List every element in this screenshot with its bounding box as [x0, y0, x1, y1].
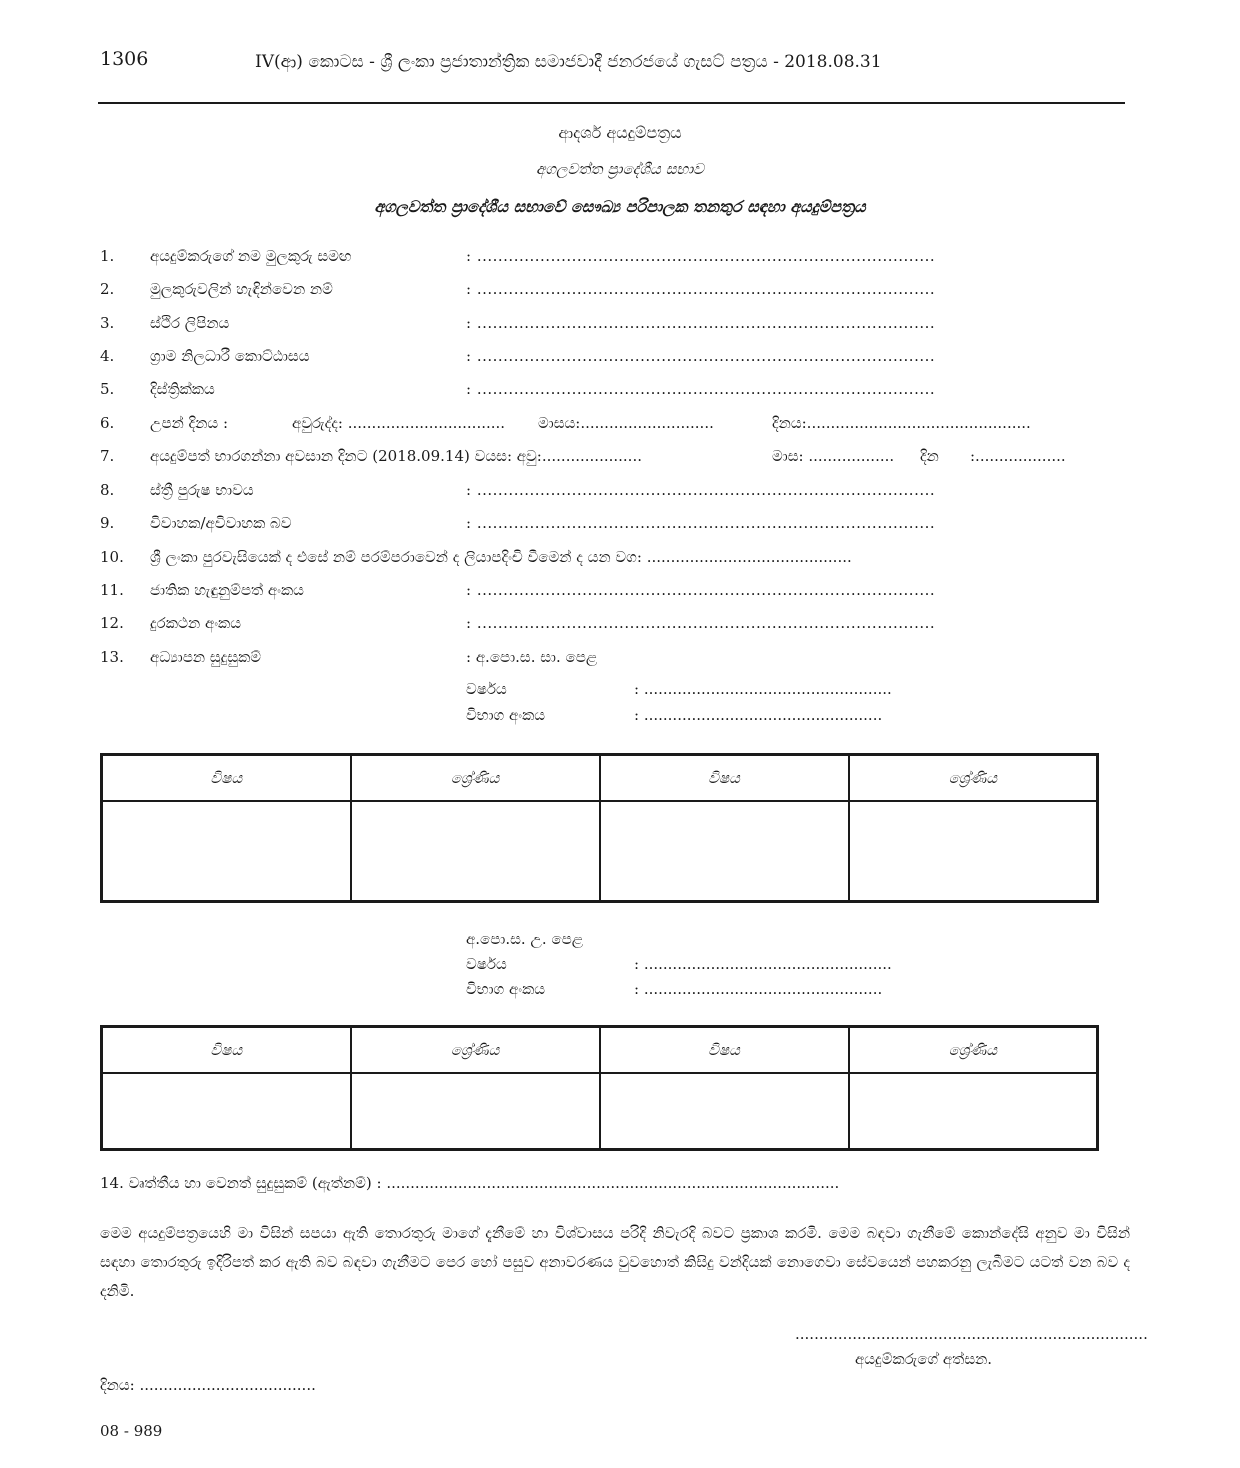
grade-header: ශ්‍රේණිය — [351, 1027, 600, 1074]
dob-year-field[interactable]: අවුරුද්ද: ................................. — [292, 414, 506, 432]
field-number: 13. — [100, 648, 124, 666]
field-input-line[interactable]: : ....................................................................................... — [466, 280, 936, 298]
header-divider — [98, 102, 1125, 104]
field-input-line[interactable]: : ....................................................................................... — [466, 247, 936, 265]
al-index-label: විභාග අංකය — [466, 980, 546, 998]
field-row — [0, 514, 1240, 544]
grade-header: ශ්‍රේණිය — [849, 755, 1098, 802]
field-input-line[interactable]: : ....................................................................................... — [466, 314, 936, 332]
ol-year-label: වර්ෂය — [466, 680, 507, 698]
field-input-line[interactable]: : ....................................................................................... — [466, 514, 936, 532]
grade-header: ශ්‍රේණිය — [849, 1027, 1098, 1074]
field-row — [0, 347, 1240, 377]
field-label: මුලකුරුවලින් හැඳින්වෙන නම් — [150, 280, 333, 298]
field-number: 4. — [100, 347, 115, 365]
field-row — [0, 280, 1240, 310]
subject-header: විෂය — [600, 755, 849, 802]
al-index-row — [0, 980, 1240, 1010]
ol-exam-title: : අ.පො.ස. සා. පෙළ — [466, 648, 598, 666]
field-label: ග්‍රාම නිලධාරී කොට්ඨාසය — [150, 347, 310, 365]
ol-results-table — [100, 753, 1099, 903]
reference-number: 08 - 989 — [100, 1422, 163, 1440]
field-input-line[interactable]: : ....................................................................................... — [466, 347, 936, 365]
field-input-line[interactable]: : ....................................................................................... — [466, 614, 936, 632]
field-number: 6. — [100, 414, 115, 432]
field-label: අයදුම්කරුගේ නම මුලකුරු සමඟ — [150, 247, 352, 265]
table-cell[interactable] — [102, 1073, 351, 1149]
field-number: 2. — [100, 280, 115, 298]
field-label: දුරකථන අංකය — [150, 614, 242, 632]
field-input-line[interactable]: : ....................................................................................... — [466, 581, 936, 599]
field-row — [0, 581, 1240, 611]
field-label: විවාහක/අවිවාහක බව — [150, 514, 292, 532]
table-cell[interactable] — [849, 801, 1098, 901]
al-exam-title: අ.පො.ස. උ. පෙළ — [466, 930, 584, 948]
ol-index-field[interactable]: : .................................................. — [634, 706, 883, 724]
signature-label: අයදුම්කරුගේ අත්සන. — [855, 1350, 993, 1368]
field-row — [0, 314, 1240, 344]
field-row — [0, 614, 1240, 644]
field-number: 3. — [100, 314, 115, 332]
grade-header: ශ්‍රේණිය — [351, 755, 600, 802]
subject-header: විෂය — [102, 755, 351, 802]
al-year-label: වර්ෂය — [466, 955, 507, 973]
ol-index-row — [0, 706, 1240, 736]
subject-header: විෂය — [102, 1027, 351, 1074]
table-cell[interactable] — [600, 801, 849, 901]
field-row — [0, 380, 1240, 410]
field-number: 10. — [100, 548, 124, 566]
age-days-label: දින — [920, 447, 939, 465]
field-number: 1. — [100, 247, 115, 265]
citizenship-row — [0, 548, 1240, 578]
al-year-field[interactable]: : .................................................... — [634, 955, 892, 973]
field-number: 5. — [100, 380, 115, 398]
form-title: ආදර්ශ අයදුම්පත්‍රය — [558, 123, 682, 142]
education-label: අධ්‍යාපන සුදුසුකම් — [150, 648, 262, 666]
table-cell[interactable] — [600, 1073, 849, 1149]
ol-index-label: විභාග අංකය — [466, 706, 546, 724]
field-row — [0, 247, 1240, 277]
declaration-text: මෙම අයදුම්පත්‍රයෙහි මා විසින් සපයා ඇති තොරතුරු මාගේ දැනීමේ හා විශ්වාසය පරිදි නිවැරදි බවට ප්‍රකාශ කරමි. මෙම බඳවා ගැනීමේ කොන්දේසි අනුව මා විසින් සඳහා තොරතුරු ඉදිරිපත් කර ඇති බව බඳවා ගැනීමට පෙර හෝ පසුව අනාවරණය වුවහොත් කිසිදු වන්දියක් නොගෙවා සේවයෙන් පහකරනු ලැබීමට යටත් වන බව ද දනිමි. — [100, 1224, 1130, 1300]
field-number: 7. — [100, 447, 115, 465]
field-number: 11. — [100, 581, 124, 599]
professional-row — [0, 1174, 1240, 1204]
age-label[interactable]: අයදුම්පත් භාරගන්නා අවසාන දිනට (2018.09.14) වයස: අවු:..................... — [150, 447, 642, 465]
dob-label: උපන් දිනය : — [150, 414, 228, 432]
table-row — [102, 801, 1098, 901]
table-cell[interactable] — [849, 1073, 1098, 1149]
gazette-header-title: IV(ආ) කොටස - ශ්‍රී ලංකා ප්‍රජාතාන්ත්‍රික සමාජවාදී ජනරජයේ ගැසට් පත්‍රය - 2018.08.31 — [255, 52, 882, 72]
form-subtitle: අගලවත්ත ප්‍රාදේශීය සභාව — [536, 160, 704, 178]
field-label: දිස්ත්‍රික්කය — [150, 380, 215, 398]
field-input-line[interactable]: : ....................................................................................... — [466, 481, 936, 499]
age-months-field[interactable]: මාස: .................. — [772, 447, 895, 465]
age-days-field[interactable]: :................... — [970, 447, 1066, 465]
citizenship-text[interactable]: ශ්‍රී ලංකා පුරවැසියෙක් ද එසේ නම් පරම්පරාවෙන් ද ලියාපදිංචි වීමෙන් ද යන වග: ........................................... — [150, 548, 852, 566]
date-field[interactable]: දිනය: ..................................... — [100, 1376, 316, 1394]
table-header-row — [102, 755, 1098, 802]
dob-month-field[interactable]: මාසය:............................ — [538, 414, 714, 432]
dob-row — [0, 414, 1240, 444]
field-row — [0, 481, 1240, 511]
education-row — [0, 648, 1240, 678]
professional-qualifications-field[interactable]: 14. වෘත්තීය හා වෙනත් සුදුසුකම් (ඇත්නම්) : ............................................................................................... — [100, 1174, 840, 1192]
dob-day-field[interactable]: දිනය:............................................... — [772, 414, 1031, 432]
field-number: 9. — [100, 514, 115, 532]
field-number: 12. — [100, 614, 124, 632]
page-number: 1306 — [100, 48, 149, 70]
al-index-field[interactable]: : .................................................. — [634, 980, 883, 998]
table-header-row — [102, 1027, 1098, 1074]
form-heading: අගලවත්ත ප්‍රාදේශීය සභාවේ සෞඛ්‍ය පරිපාලක තනතුර සඳහා අයදුම්පත්‍රය — [374, 197, 866, 216]
field-number: 8. — [100, 481, 115, 499]
subject-header: විෂය — [600, 1027, 849, 1074]
table-row — [102, 1073, 1098, 1149]
table-cell[interactable] — [351, 801, 600, 901]
field-label: ස්ත්‍රී පුරුෂ භාවය — [150, 481, 254, 499]
signature-line[interactable]: .......................................................................... — [795, 1325, 1148, 1343]
field-label: ජාතික හැඳුනුම්පත් අංකය — [150, 581, 304, 599]
field-input-line[interactable]: : ....................................................................................... — [466, 380, 936, 398]
al-results-table — [100, 1025, 1099, 1151]
table-cell[interactable] — [351, 1073, 600, 1149]
field-label: ස්ථිර ලිපිනය — [150, 314, 230, 332]
table-cell[interactable] — [102, 801, 351, 901]
ol-year-field[interactable]: : .................................................... — [634, 680, 892, 698]
age-row — [0, 447, 1240, 477]
